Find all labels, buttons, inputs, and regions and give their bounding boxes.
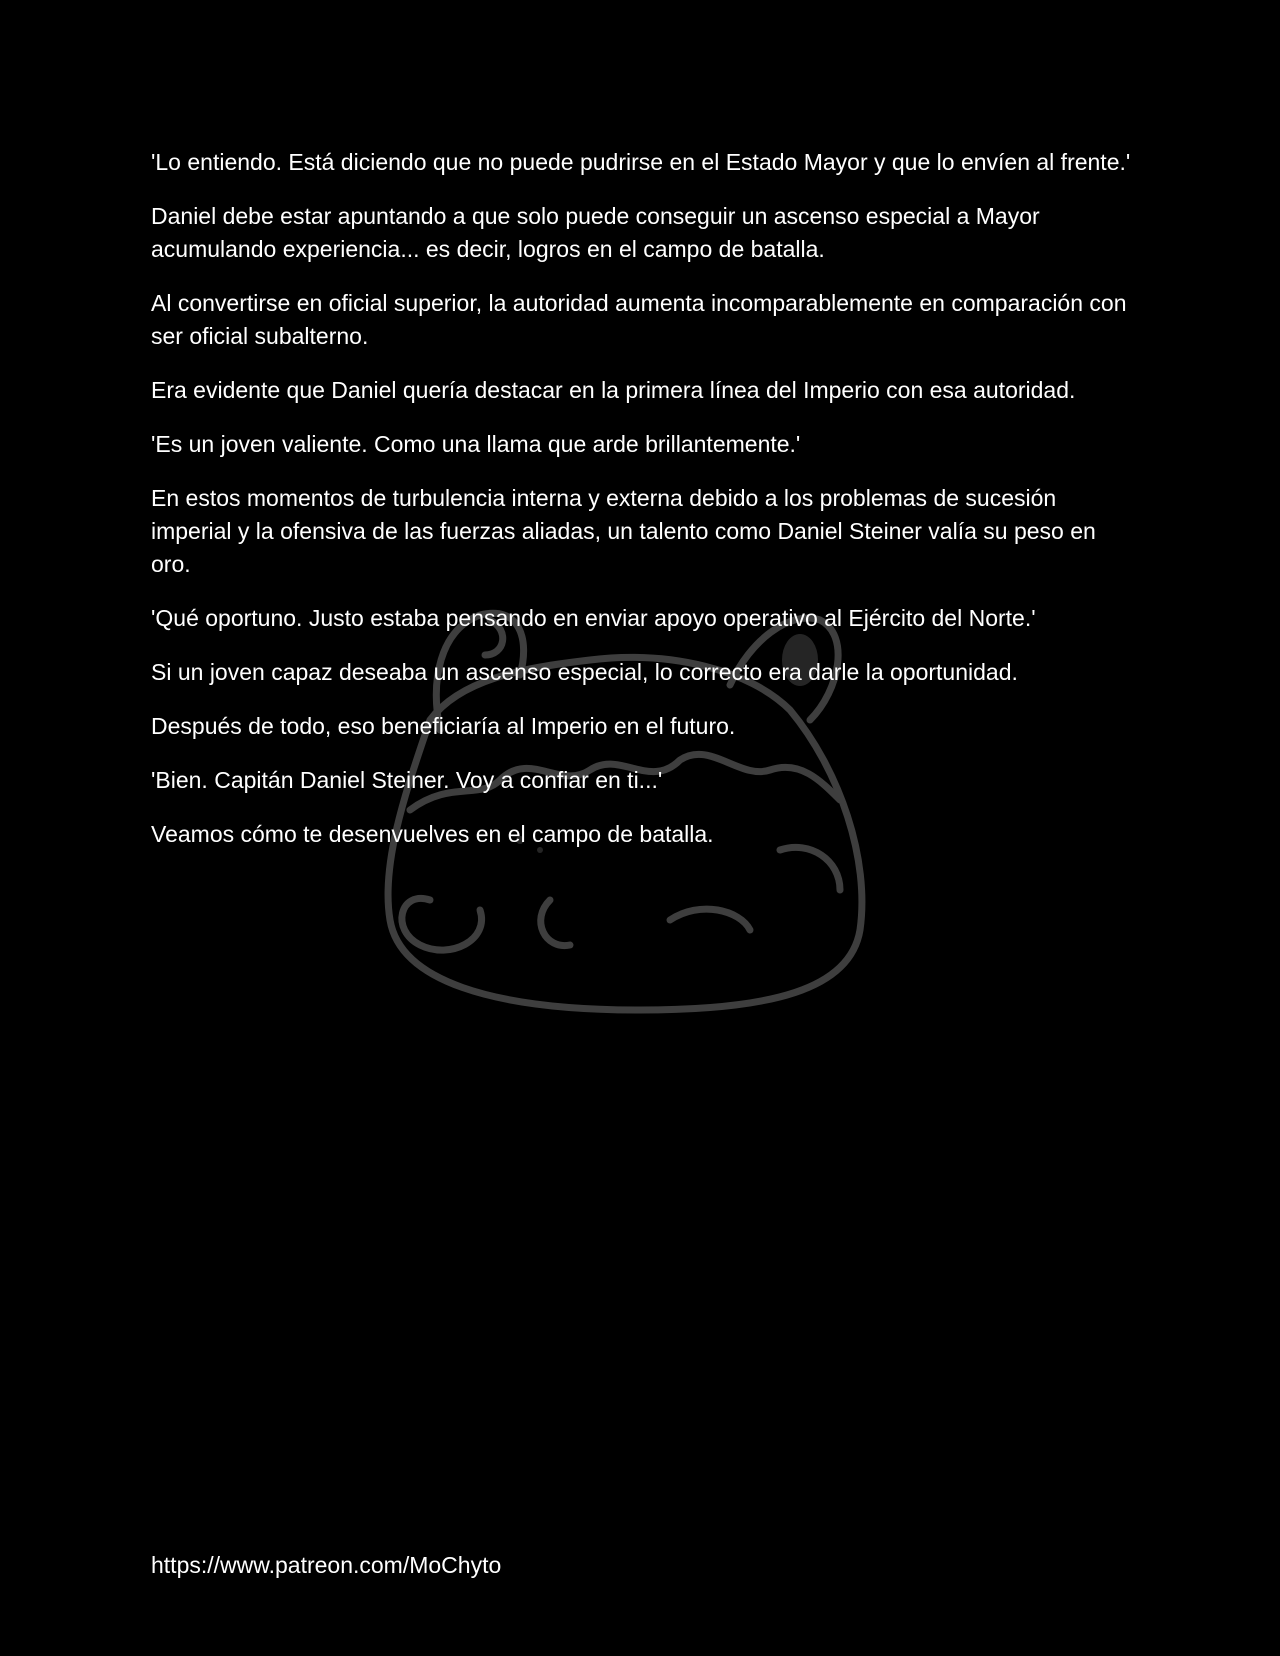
paragraph: 'Lo entiendo. Está diciendo que no puede pudrirse en el Estado Mayor y que lo envíen al frente.' [151, 149, 1131, 175]
paragraph: Si un joven capaz deseaba un ascenso especial, lo correcto era darle la oportunidad. [151, 659, 1018, 685]
patreon-link[interactable]: https://www.patreon.com/MoChyto [151, 1552, 502, 1578]
paragraph: Después de todo, eso beneficiaría al Imperio en el futuro. [151, 713, 736, 739]
paragraph: Era evidente que Daniel quería destacar en la primera línea del Imperio con esa autoridad. [151, 377, 1076, 403]
paragraph: 'Bien. Capitán Daniel Steiner. Voy a confiar en ti...' [151, 767, 663, 793]
paragraph: Veamos cómo te desenvuelves en el campo de batalla. [151, 821, 714, 847]
chapter-text [151, 146, 1131, 872]
paragraph: En estos momentos de turbulencia interna y externa debido a los problemas de sucesión imperial y la ofensiva de las fuerzas aliadas, un talento como Daniel Steiner valía su peso en oro. [151, 485, 1096, 577]
paragraph: 'Qué oportuno. Justo estaba pensando en enviar apoyo operativo al Ejército del Norte.' [151, 605, 1036, 631]
paragraph: Daniel debe estar apuntando a que solo puede conseguir un ascenso especial a Mayor acumulando experiencia... es decir, logros en el campo de batalla. [151, 203, 1040, 262]
paragraph: 'Es un joven valiente. Como una llama que arde brillantemente.' [151, 431, 801, 457]
paragraph: Al convertirse en oficial superior, la autoridad aumenta incomparablemente en comparación con ser oficial subalterno. [151, 290, 1127, 349]
